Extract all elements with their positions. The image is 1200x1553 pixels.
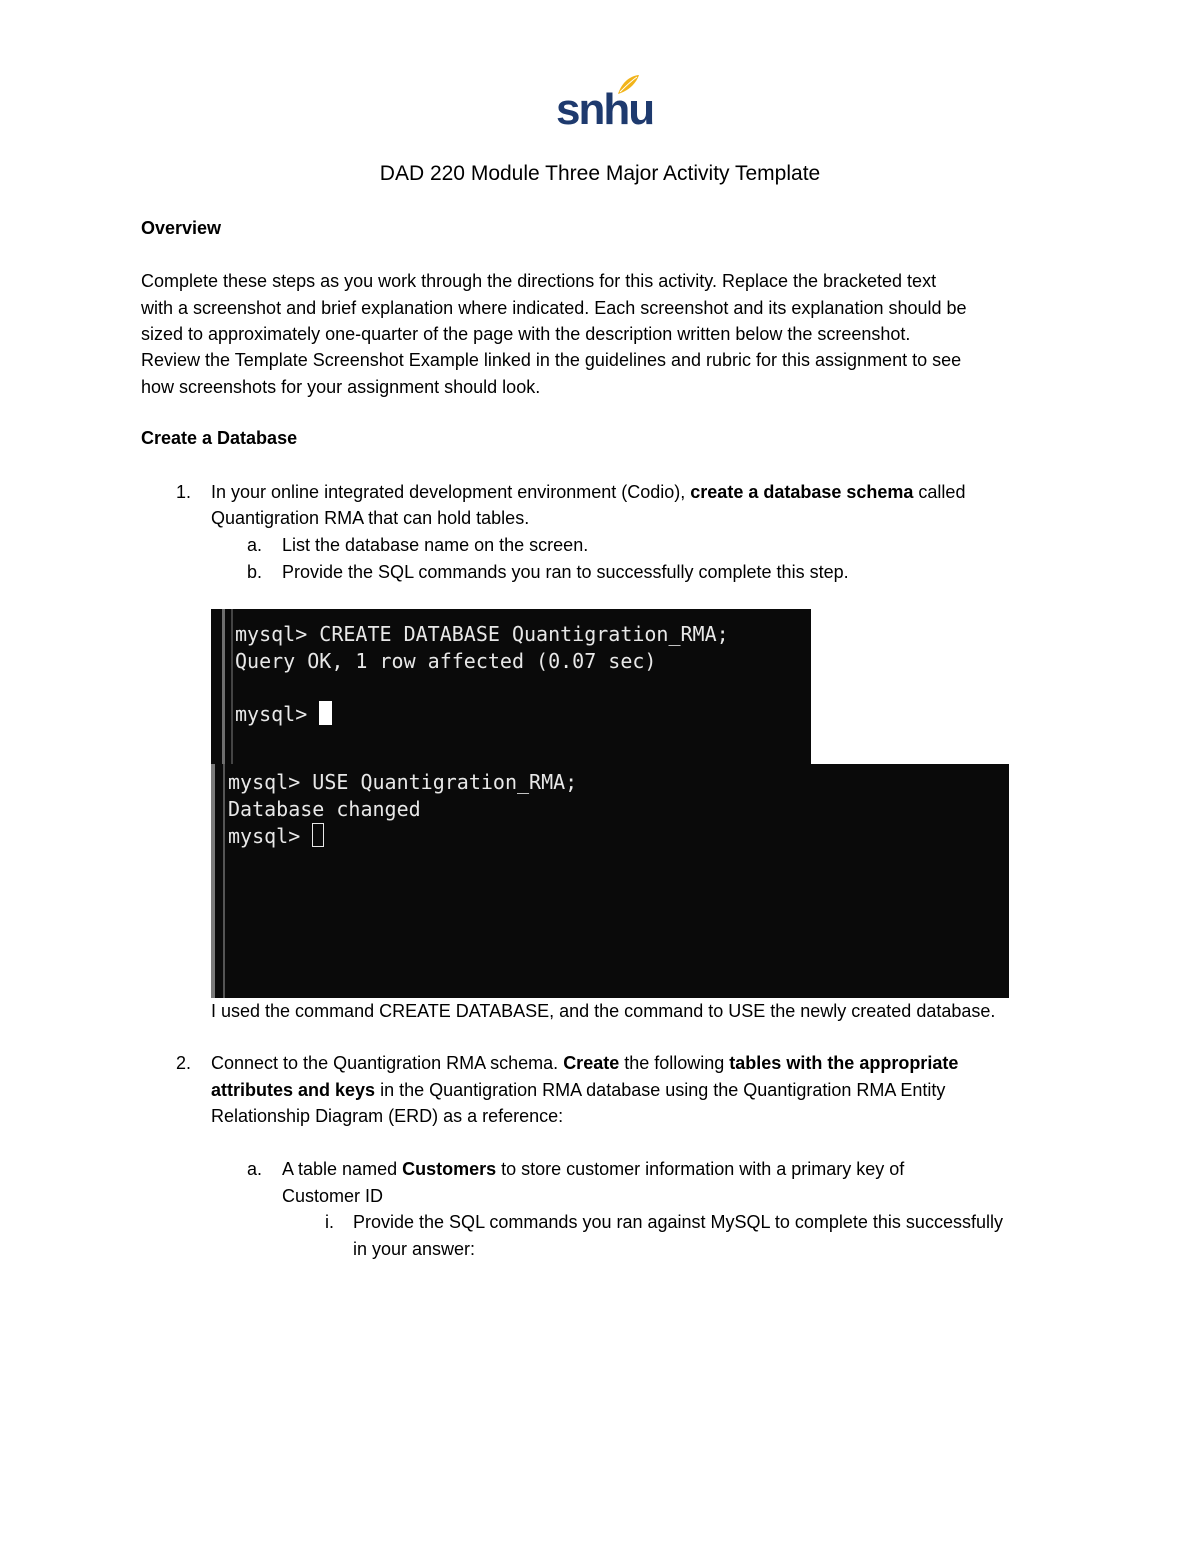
step-2-line-3: Relationship Diagram (ERD) as a reference: xyxy=(211,1106,564,1126)
terminal-line: mysql> USE Quantigration_RMA; xyxy=(228,770,578,794)
step-2ai-line-2: in your answer: xyxy=(353,1239,476,1259)
step-2-line-2: attributes and keys in the Quantigration RMA database using the Quantigration RMA Entity xyxy=(211,1080,946,1100)
page-title: DAD 220 Module Three Major Activity Template xyxy=(379,162,821,185)
terminal-line: Database changed xyxy=(228,797,421,821)
terminal-screenshot-use xyxy=(211,764,1009,998)
step-1-line-2: Quantigration RMA that can hold tables. xyxy=(211,508,530,528)
step-2-number: 2. xyxy=(176,1053,192,1073)
overview-line-4: Review the Template Screenshot Example linked in the guidelines and rubric for this assignment to see xyxy=(141,350,962,370)
step-2-line-1: Connect to the Quantigration RMA schema. Create the following tables with the appropriate xyxy=(211,1053,959,1073)
step-2a-line-2: Customer ID xyxy=(282,1186,384,1206)
overview-line-2: with a screenshot and brief explanation where indicated. Each screenshot and its explanation should be xyxy=(141,298,967,318)
step-1-number: 1. xyxy=(176,482,192,502)
overview-line-3: sized to approximately one-quarter of the page with the description written below the screenshot. xyxy=(141,324,911,344)
terminal-border-inner xyxy=(223,764,225,998)
screenshot-explanation: I used the command CREATE DATABASE, and the command to USE the newly created database. xyxy=(211,1001,996,1021)
step-1a-text: List the database name on the screen. xyxy=(282,535,589,555)
snhu-logo xyxy=(556,74,654,134)
overview-heading: Overview xyxy=(141,218,222,238)
cursor xyxy=(312,823,324,847)
terminal-prompt-line: mysql> xyxy=(228,823,324,850)
step-1a-label: a. xyxy=(247,535,263,555)
create-database-heading: Create a Database xyxy=(141,428,298,448)
overview-line-1: Complete these steps as you work through the directions for this activity. Replace the bracketed text xyxy=(141,271,937,291)
logo-text: snhu xyxy=(556,85,654,134)
step-2ai-line-1: Provide the SQL commands you ran against MySQL to complete this successfully xyxy=(353,1212,1003,1232)
step-2ai-label: i. xyxy=(325,1212,334,1232)
overview-line-5: how screenshots for your assignment should look. xyxy=(141,377,541,397)
terminal-prompt-line: mysql> xyxy=(235,701,332,728)
step-2a-label: a. xyxy=(247,1159,263,1179)
step-2a-line-1: A table named Customers to store customer information with a primary key of xyxy=(282,1159,905,1179)
step-1b-text: Provide the SQL commands you ran to successfully complete this step. xyxy=(282,562,849,582)
terminal-screenshot-create xyxy=(211,609,811,764)
step-1b-label: b. xyxy=(247,562,263,582)
terminal-line: Query OK, 1 row affected (0.07 sec) xyxy=(235,649,657,673)
terminal-line: mysql> CREATE DATABASE Quantigration_RMA; xyxy=(235,622,729,646)
terminal-border xyxy=(211,764,215,998)
terminal-border-inner xyxy=(231,609,233,764)
step-1-line-1: In your online integrated development environment (Codio), create a database schema called xyxy=(211,482,966,502)
terminal-border xyxy=(222,609,225,764)
cursor xyxy=(319,701,332,725)
